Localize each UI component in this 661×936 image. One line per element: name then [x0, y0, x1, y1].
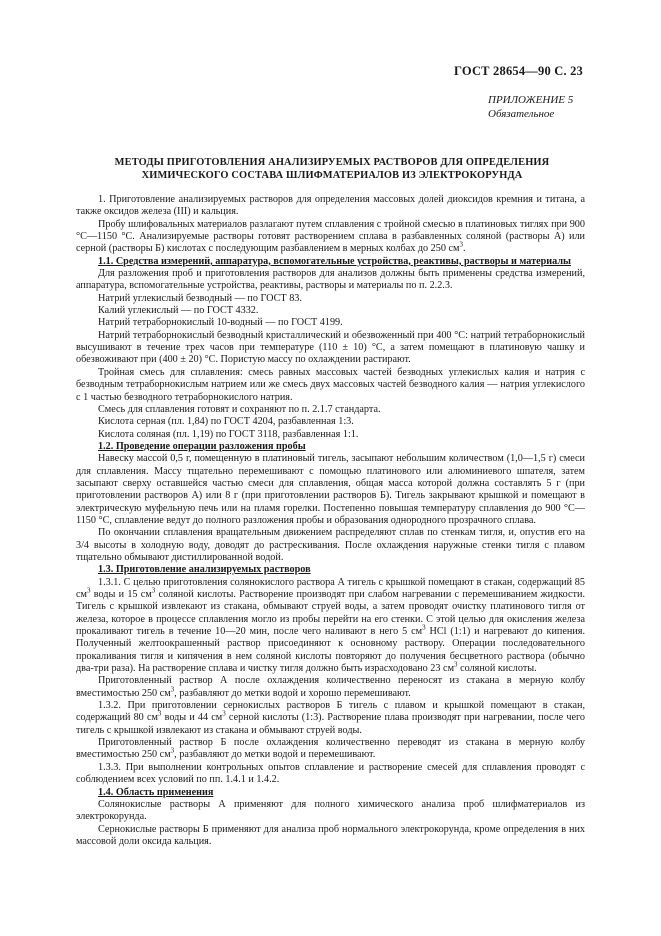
reagent-item: Натрий тетраборнокислый 10-водный — по ГОСТ 4199. [98, 317, 343, 329]
appendix-status: Обязательное [488, 108, 555, 120]
paragraph: По окончании сплавления вращательным движением распределяют сплав по стенкам тигля, и, опустив его на 3/4 высоты в холодную воду, доводят до растрескивания. После охлаждения наружные стенки тигля с плавом тщательно обмывают дистиллированной водой. [76, 527, 585, 563]
paragraph: Тройная смесь для сплавления: смесь равных массовых частей безводных углекислых калия и натрия с безводным тетраборнокислым натрием или же смесь двух массовых частей безводного калия — натрия углекислого с 1 частью безводного тетраборнокислого натрия. [76, 366, 585, 403]
reagent-item: Кислота соляная (пл. 1,19) по ГОСТ 3118, разбавленная 1:1. [98, 428, 359, 440]
section-heading: 1.3. Приготовление анализируемых растворов [98, 564, 311, 576]
paragraph: 1.3.3. При выполнении контрольных опытов сплавление и растворение смесей для сплавления проводят с соблюдением всех условий по пп. 1.4.1 и 1.4.2. [76, 761, 585, 786]
paragraph: Приготовленный раствор Б после охлаждения количественно переводят из стакана в мерную колбу вместимостью 250 $см^3$, разбавляют до метки водой и перемешивают. [76, 737, 585, 761]
paragraph: Пробу шлифовальных материалов разлагают путем сплавления с тройной смесью в платиновых тиглях при 900 °C—1150 °C. Анализируемые растворы готовят растворением сплава в разбавленных соляной (растворы А) или серной (растворы Б) кислотах с последующим разбавлением в мерных колбах до 250 $см^3$. [76, 218, 585, 255]
paragraph: 1.3.2. При приготовлении сернокислых растворов Б тигель с плавом и крышкой помещают в стакан, содержащий 80 $см^3$ воды и 44 $см^3$ серной кислоты (1:3). Растворение плава производят при нагревании, после чего тигель с крышкой извлекают из стакана и обмывают струей воды. [76, 700, 585, 736]
section-heading: 1.1. Средства измерений, аппаратура, вспомогательные устройства, реактивы, растворы и материалы [98, 255, 571, 267]
reagent-item: Натрий углекислый безводный — по ГОСТ 83. [98, 292, 302, 304]
section-heading: 1.4. Область применения [98, 786, 214, 798]
appendix-label: ПРИЛОЖЕНИЕ 5 [488, 94, 574, 106]
paragraph: 1. Приготовление анализируемых растворов для определения массовых долей диоксидов кремния и титана, а также оксидов железа (III) и кальция. [76, 194, 585, 218]
appendix-block [488, 93, 573, 121]
paragraph: 1.3.1. С целью приготовления солянокислого раствора А тигель с крышкой помещают в стакан, содержащий 85 $см^3$ воды и 15 $см^3$ соляной кислоты. Растворение производят при слабом нагревании с перемешиванием жидкости. Тигель с крышкой извлекают из стакана, обмывают струей воды, а затем проводят очистку платинового тигля от железа, которое в процессе сплавления могло из пробы перейти на его стенки. С этой целью для окисления железа прокаливают тигель в течение 10—20 мин, после чего наливают в него 5 $см^3$ HCl (1:1) и нагревают до кипения. Полученный желтоокрашенный раствор присоединяют к основному раствору. Операции последовательного прокаливания тигля и кипячения в нем соляной кислоты повторяют до получения бесцветного раствора (обычно два-три раза). На растворение сплава и чистку тигля должно быть израсходовано 23 $см^3$ соляной кислоты. [76, 576, 586, 675]
paragraph: Смесь для сплавления готовят и сохраняют по п. 2.1.7 стандарта. [98, 403, 381, 415]
paragraph: Приготовленный раствор А после охлаждения количественно переносят из стакана в мерную колбу вместимостью 250 $см^3$, разбавляют до метки водой и хорошо перемешивают. [76, 675, 585, 699]
page-header: ГОСТ 28654—90 С. 23 [454, 64, 583, 78]
paragraph: Для разложения проб и приготовления растворов для анализов должны быть применены средства измерений, аппаратура, вспомогательные устройства, реактивы, растворы и материалы по п. 2.2.3. [76, 268, 585, 292]
section-heading: 1.2. Проведение операции разложения пробы [98, 440, 306, 452]
paragraph: Навеску массой 0,5 г, помещенную в платиновый тигель, засыпают небольшим количеством (1,0—1,5 г) смеси для сплавления. Массу тщательно перемешивают с помощью платинового или алюминиевого шпателя, затем засыпают сверху оставшейся частью смеси для сплавления, общая масса которой должна составлять 5 г (при приготовлении растворов А) или 8 г (при приготовлении растворов Б). Тигель закрывают крышкой и помещают в электрическую муфельную печь или на пламя горелки. Постепенно повышая температуру сплавления до 900 °C—1150 °C, сплавление ведут до полного разложения пробы и образования однородного прозрачного сплава. [76, 453, 585, 526]
document-title [76, 156, 588, 182]
paragraph: Натрий тетраборнокислый безводный кристаллический и обезвоженный при 400 °C: натрий тетраборнокислый высушивают в течение трех часов при температуре (110 ± 10) °C, а затем помещают в платиновую чашку и обезвоживают при (400 ± 20) °C. Пористую массу по охлаждении растирают. [76, 329, 585, 366]
document-body [76, 194, 585, 848]
reagent-item: Кислота серная (пл. 1,84) по ГОСТ 4204, разбавленная 1:3. [98, 416, 354, 428]
title-line-1: МЕТОДЫ ПРИГОТОВЛЕНИЯ АНАЛИЗИРУЕМЫХ РАСТВОРОВ ДЛЯ ОПРЕДЕЛЕНИЯ [114, 157, 550, 168]
reagent-item: Калий углекислый — по ГОСТ 4332. [98, 305, 259, 317]
title-line-2: ХИМИЧЕСКОГО СОСТАВА ШЛИФМАТЕРИАЛОВ ИЗ ЭЛЕКТРОКОРУНДА [141, 170, 523, 181]
paragraph: Сернокислые растворы Б применяют для анализа проб нормального электрокорунда, кроме определения в них массовой доли оксида кальция. [76, 823, 585, 847]
paragraph: Солянокислые растворы А применяют для полного химического анализа проб шлифматериалов из электрокорунда. [76, 798, 585, 823]
